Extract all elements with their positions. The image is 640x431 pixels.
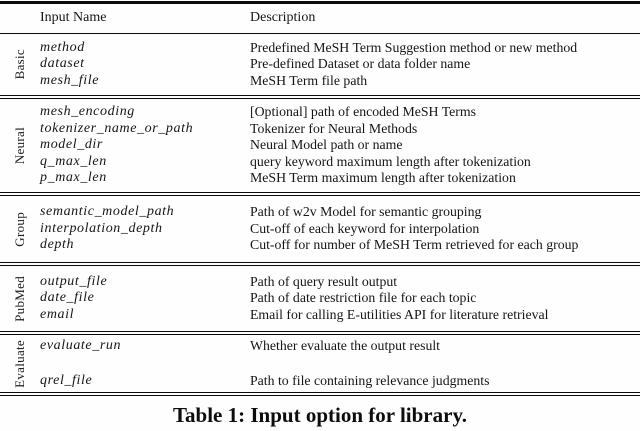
- row-group-basic: [0, 34, 640, 95]
- table-caption: Table 1: Input option for library.: [172, 403, 468, 428]
- description-column: [250, 338, 640, 389]
- input-name: method: [40, 39, 85, 55]
- input-name: mesh_file: [40, 72, 100, 88]
- input-name: p_max_len: [40, 170, 107, 186]
- description-column: [250, 274, 640, 324]
- input-description: Whether evaluate the output result: [250, 338, 441, 354]
- row-group-evaluate: [0, 335, 640, 392]
- input-description: Tokenizer for Neural Methods: [250, 120, 418, 136]
- input-description: Path of w2v Model for semantic grouping: [250, 204, 482, 220]
- column-header-description: Description: [250, 10, 316, 26]
- input-description: MeSH Term maximum length after tokenization: [250, 170, 516, 186]
- group-label-cell: [0, 104, 40, 187]
- group-label-cell: [0, 338, 40, 389]
- input-options-table: [0, 1, 640, 396]
- group-label-basic: Basic: [12, 49, 27, 80]
- input-description: [Optional] path of encoded MeSH Terms: [250, 104, 476, 120]
- column-header-input-name: Input Name: [40, 10, 107, 26]
- input-description: Cut-off for number of MeSH Term retrieved for each group: [250, 237, 579, 253]
- input-name: model_dir: [40, 137, 103, 153]
- table-header-row: [0, 4, 640, 33]
- input-description: Predefined MeSH Term Suggestion method or new method: [250, 39, 578, 55]
- table-bottom-rule: [0, 392, 640, 396]
- input-description: Path of query result output: [250, 273, 398, 289]
- row-group-pubmed: [0, 266, 640, 332]
- input-description: Pre-defined Dataset or data folder name: [250, 56, 471, 72]
- group-label-cell: [0, 204, 40, 254]
- group-label-cell: [0, 40, 40, 90]
- input-name: depth: [40, 237, 75, 253]
- group-label-pubmed: PubMed: [12, 275, 27, 322]
- input-name-column: [40, 204, 250, 254]
- input-name: qrel_file: [40, 372, 93, 388]
- group-label-neural: Neural: [12, 127, 27, 165]
- input-name: output_file: [40, 273, 108, 289]
- group-label-evaluate: Evaluate: [12, 339, 27, 388]
- input-description: Path of date restriction file for each topic: [250, 290, 477, 306]
- input-description: Neural Model path or name: [250, 137, 403, 153]
- input-name: semantic_model_path: [40, 204, 175, 220]
- description-column: [250, 40, 640, 90]
- input-name-column: [40, 104, 250, 187]
- input-name: dataset: [40, 56, 85, 72]
- group-label-group: Group: [12, 211, 27, 247]
- row-group-neural: [0, 99, 640, 193]
- description-column: [250, 204, 640, 254]
- input-name: email: [40, 306, 75, 322]
- input-description: query keyword maximum length after tokenization: [250, 153, 531, 169]
- description-column: [250, 104, 640, 187]
- input-name-column: [40, 338, 250, 389]
- input-name: q_max_len: [40, 153, 107, 169]
- input-name: interpolation_depth: [40, 220, 163, 236]
- input-description: Path to file containing relevance judgments: [250, 372, 490, 388]
- row-group-group: [0, 196, 640, 262]
- input-name: evaluate_run: [40, 338, 122, 354]
- input-name-column: [40, 40, 250, 90]
- input-name-column: [40, 274, 250, 324]
- input-description: Email for calling E-utilities API for literature retrieval: [250, 306, 549, 322]
- group-label-cell: [0, 274, 40, 324]
- input-description: MeSH Term file path: [250, 72, 368, 88]
- input-description: Cut-off of each keyword for interpolation: [250, 220, 480, 236]
- input-name: mesh_encoding: [40, 104, 135, 120]
- input-name: tokenizer_name_or_path: [40, 120, 194, 136]
- input-name: date_file: [40, 290, 95, 306]
